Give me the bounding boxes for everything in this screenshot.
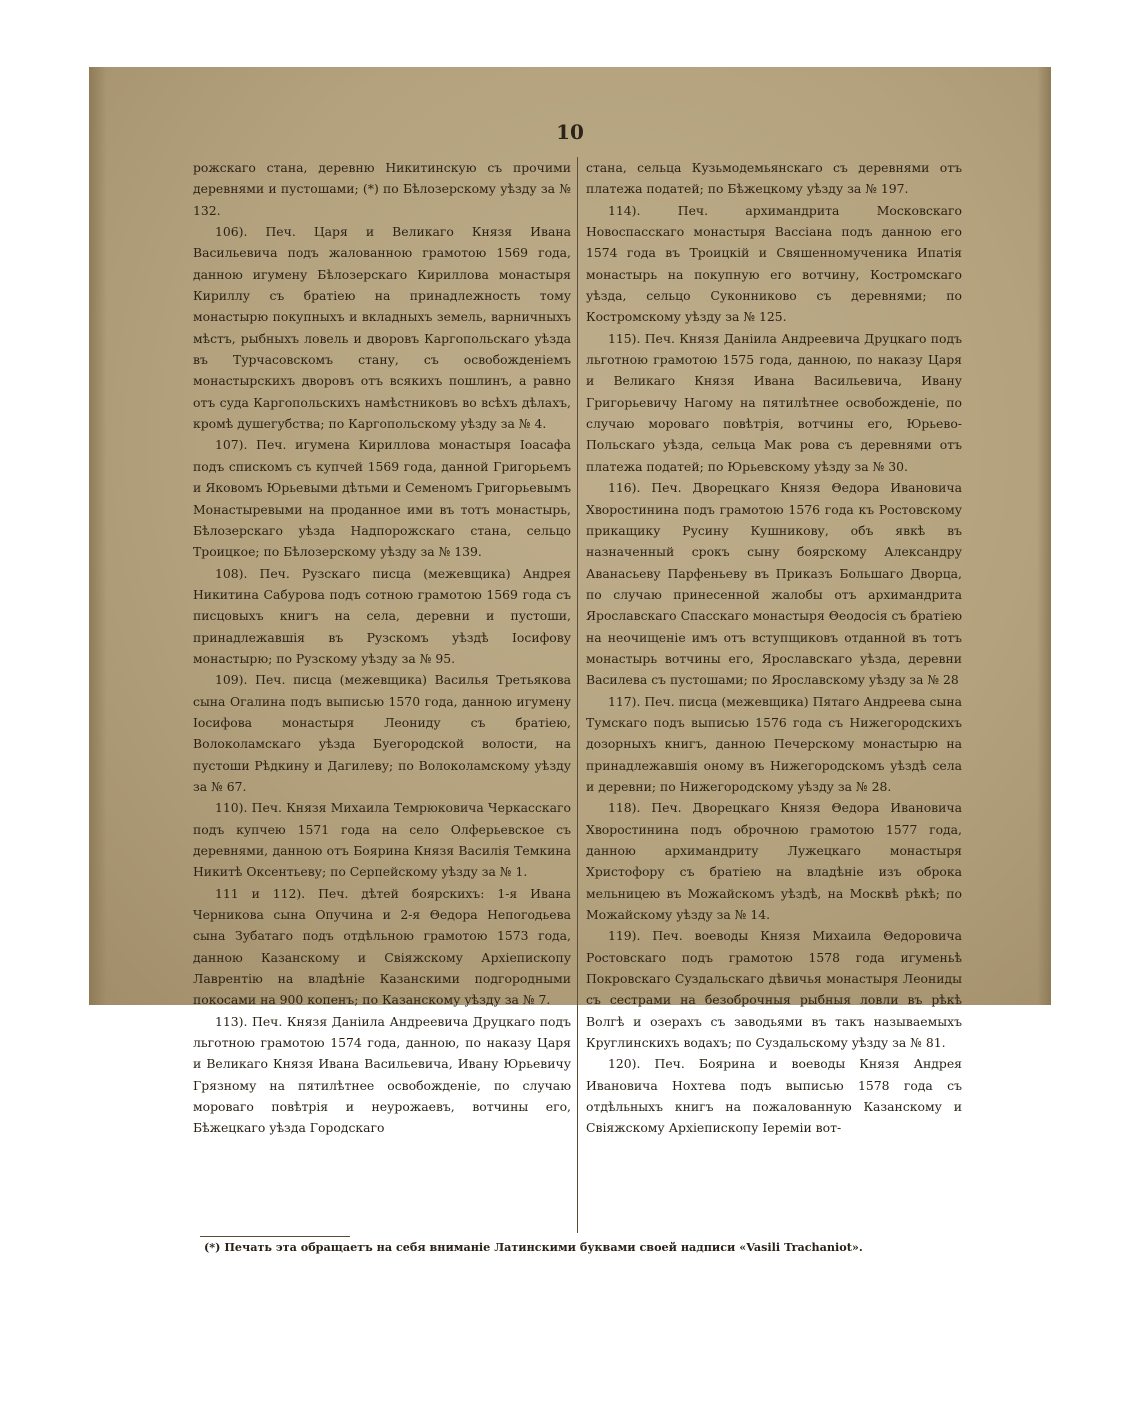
footnote-rule <box>200 1236 350 1237</box>
entry-113: 113). Печ. Князя Данiила Андреевича Друцкаго подъ льготною грамотою 1574 года, данною, по наказу Царя и Великаго Князя Ивана Васильевича, Ивану Юрьевичу Грязному на пятилѣтнее освобожденiе, по случаю мороваго повѣтрiя и неурожаевъ, вотчины его, Бѣжецкаго уѣзда Городскаго <box>193 1013 571 1136</box>
right-column <box>586 157 962 1139</box>
entry-107: 107). Печ. игумена Кириллова монастыря Iоасафа подъ спискомъ съ купчей 1569 года, данной Григорьемъ и Яковомъ Юрьевыми дѣтьми и Семеномъ Григорьевымъ Монастыревыми на проданное ими въ тотъ монастырь, Бѣлозерскаго уѣзда Надпорожскаго стана, сельцо Троицкое; по Бѣлозерскому уѣзду за № 139. <box>193 437 571 560</box>
entry-115: 115). Печ. Князя Данiила Андреевича Друцкаго подъ льготною грамотою 1575 года, данною, по наказу Царя и Великаго Князя Ивана Васильевича, Ивану Григорьевичу Нагому на пятилѣтнее освобожденiе, по случаю мороваго повѣтрiя, вотчины его, Юрьево-Польскаго уѣзда, сельца Мак рова съ деревнями отъ платежа податей; по Юрьевскому уѣзду за № 30. <box>586 330 962 474</box>
entry-108: 108). Печ. Рузскаго писца (межевщика) Андрея Никитина Сабурова подъ сотною грамотою 1569 года съ писцовыхъ книгъ на села, деревни и пустоши, принадлежавшiя въ Рузскомъ уѣздѣ Iосифову монастырю; по Рузскому уѣзду за № 95. <box>193 565 571 666</box>
entry-110: 110). Печ. Князя Михаила Темрюковича Черкасскаго подъ купчею 1571 года на село Олферьевское съ деревнями, данною отъ Боярина Князя Василiя Темкина Никитѣ Оксентьеву; по Серпейскому уѣзду за № 1. <box>193 800 571 880</box>
left-column <box>193 157 571 1139</box>
column-divider <box>577 157 578 1233</box>
footnote: (*) Печать эта обращаетъ на себя вниманiе Латинскими буквами своей надписи «Vasili Trachaniot». <box>204 1240 863 1254</box>
entry-116: 116). Печ. Дворецкаго Князя Θедора Ивановича Хворостинина подъ грамотою 1576 года къ Ростовскому прикащику Русину Кушникову, объ явкѣ въ назначенный срокъ сыну боярскому Александру Аванасьеву Парфеньеву въ Приказъ Большаго Дворца, по случаю принесенной жалобы отъ архимандрита Ярославскаго Спасскаго монастыря Θеодосiя съ братiею на неочищенiе имъ отъ вступщиковъ отданной въ тотъ монастырь вотчины его, Ярославскаго уѣзда, деревни Василева съ пустошами; по Ярославскому уѣзду за № 28 <box>586 480 962 688</box>
page-number: 10 <box>556 120 584 144</box>
entry-118: 118). Печ. Дворецкаго Князя Θедора Ивановича Хворостинина подъ оброчною грамотою 1577 года, данною архимандриту Лужецкаго монастыря Христофору съ братiею на владѣнiе изъ оброка мельницею въ Можайскомъ уѣздѣ, на Москвѣ рѣкѣ; по Можайскому уѣзду за № 14. <box>586 800 962 923</box>
entry-120: 120). Печ. Боярина и воеводы Князя Андрея Ивановича Нохтева подъ выписью 1578 года съ отдѣльныхъ книгъ на пожалованную Казанскому и Свiяжскому Архiепископу Iеремiи вот- <box>586 1056 962 1136</box>
page-shadow-right <box>1037 67 1051 1005</box>
entry-117: 117). Печ. писца (межевщика) Пятаго Андреева сына Тумскаго подъ выписью 1576 года съ Нижегородскихъ дозорныхъ книгъ, данною Печерскому монастырю на принадлежавшiя оному въ Нижегородскомъ уѣздѣ села и деревни; по Нижегородскому уѣзду за № 28. <box>586 693 962 794</box>
page-shadow-left <box>89 67 107 1005</box>
paragraph-continuation-right: стана, сельца Кузьмодемьянскаго съ деревнями отъ платежа податей; по Бѣжецкому уѣзду за № 197. <box>586 160 962 197</box>
entry-111-112: 111 и 112). Печ. дѣтей боярскихъ: 1-я Ивана Черникова сына Опучина и 2-я Θедора Непогодьева сына Зубатаго подъ отдѣльною грамотою 1573 года, данною Казанскому и Свiяжскому Архiепископу Лаврентiю на владѣнiе Казанскими подгородными покосами на 900 копенъ; по Казанскому уѣзду за № 7. <box>193 885 571 1008</box>
entry-109: 109). Печ. писца (межевщика) Василья Третьякова сына Огалина подъ выписью 1570 года, данною игумену Iосифова монастыря Леониду съ братiею, Волоколамскаго уѣзда Буегородской волости, на пустоши Рѣдкину и Дагилеву; по Волоколамскому уѣзду за № 67. <box>193 672 571 794</box>
entry-119: 119). Печ. воеводы Князя Михаила Θедоровича Ростовскаго подъ грамотою 1578 года игуменьѣ Покровскаго Суздальскаго дѣвичья монастыря Леониды съ сестрами на безоброчныя рыбныя ловли въ рѣкѣ Волгѣ и озерахъ съ заводьями въ такъ называемыхъ Круглинскихъ водахъ; по Суздальскому уѣзду за № 81. <box>586 928 962 1051</box>
entry-114: 114). Печ. архимандрита Московскаго Новоспасскаго монастыря Вассiана подъ данною его 1574 года въ Троицкiй и Свяшенномученика Ипатiя монастырь на покупную его вотчину, Костромскаго уѣзда, сельцо Суконниково съ деревнями; по Костромскому уѣзду за № 125. <box>586 202 962 325</box>
entry-106: 106). Печ. Царя и Великаго Князя Ивана Васильевича подъ жалованною грамотою 1569 года, данною игумену Бѣлозерскаго Кириллова монастыря Кириллу съ братiею на принадлежность тому монастырю покупныхъ и вкладныхъ земель, варничныхъ мѣстъ, рыбныхъ ловель и дворовъ Каргопольскаго уѣзда въ Турчасовскомъ стану, съ освобожденiемъ монастырскихъ дворовъ отъ всякихъ пошлинъ, а равно отъ суда Каргопольскихъ намѣстниковъ во всѣхъ дѣлахъ, кромѣ душегубства; по Каргопольскому уѣзду за № 4. <box>193 224 571 432</box>
paragraph-continuation: рожскаго стана, деревню Никитинскую съ прочими деревнями и пустошами; (*) по Бѣлозерскому уѣзду за № 132. <box>193 160 571 218</box>
